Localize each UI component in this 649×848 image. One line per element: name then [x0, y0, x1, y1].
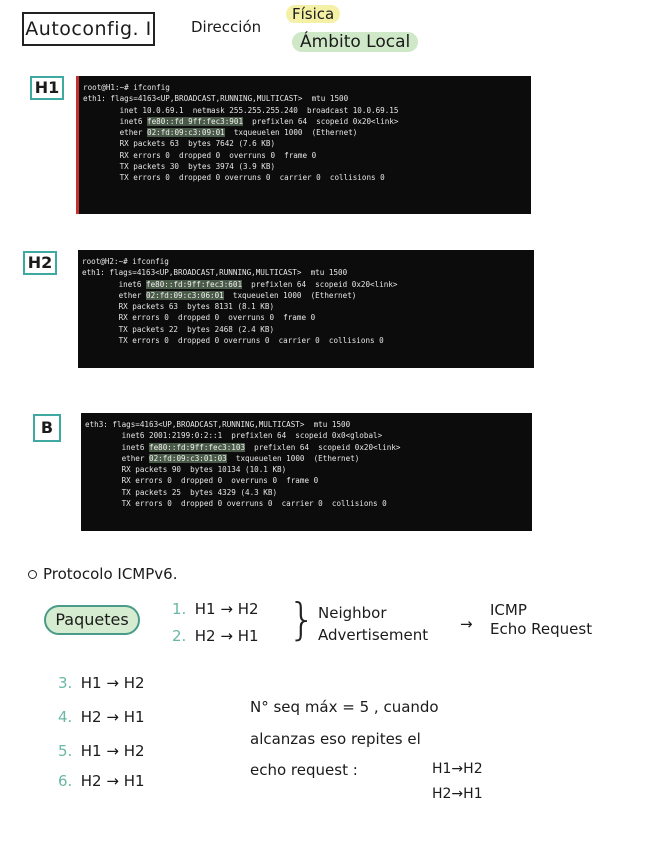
terminal-text: RX errors 0 dropped 0 overruns 0 frame 0	[85, 476, 319, 486]
highlighted-address: 02:fd:09:c3:06:01	[146, 290, 224, 300]
terminal-text: root@H2:~# ifconfig	[82, 257, 169, 266]
terminal-text: RX packets 63 bytes 8131 (8.1 KB)	[82, 302, 275, 312]
host-label-h2: H2	[23, 251, 57, 275]
terminal-text: eth1: flags=4163<UP,BROADCAST,RUNNING,MULTICAST> mtu 1500	[82, 268, 348, 278]
seq-note-line-2: alcanzas eso repites el	[250, 730, 421, 748]
protocol-text: Protocolo ICMPv6.	[43, 565, 178, 583]
terminal-line	[85, 453, 532, 464]
terminal-text: RX packets 90 bytes 10134 (10.1 KB)	[85, 465, 287, 475]
terminal-line	[83, 150, 531, 161]
terminal-text: TX packets 30 bytes 3974 (3.9 KB)	[83, 162, 276, 172]
terminal-text: eth1: flags=4163<UP,BROADCAST,RUNNING,MULTICAST> mtu 1500	[83, 94, 349, 104]
seq-note-line-1: N° seq máx = 5 , cuando	[250, 698, 439, 716]
terminal-text: ether	[85, 453, 150, 463]
step-number: 2.	[172, 627, 187, 645]
highlighted-address: fe80::fd:9ff:fec3:601	[146, 279, 243, 289]
terminal-line	[83, 93, 531, 104]
step-number: 1.	[172, 600, 187, 618]
terminal-text: prefixlen 64 scopeid 0x20<link>	[245, 442, 401, 452]
terminal-text: inet6 2001:2199:0:2::1 prefixlen 64 scopeid 0x0<global>	[85, 431, 383, 441]
seq-note-line-4: H1→H2	[432, 761, 483, 777]
terminal-b	[81, 413, 532, 531]
advertisement-text: Advertisement	[318, 626, 429, 644]
step-6	[58, 772, 145, 790]
step-2	[172, 627, 259, 645]
terminal-line	[82, 256, 534, 267]
step-1	[172, 600, 259, 618]
highlighted-address: fe80::fd 9ff:fec3:901	[147, 116, 244, 126]
terminal-text: inet 10.0.69.1 netmask 255.255.255.240 broadcast 10.0.69.15	[83, 105, 399, 115]
host-label-b: B	[33, 414, 61, 442]
terminal-text: RX errors 0 dropped 0 overruns 0 frame 0	[82, 313, 316, 323]
terminal-line	[83, 127, 531, 138]
highlighted-address: 02:fd:09:c3:09:01	[147, 128, 225, 138]
terminal-line	[82, 335, 534, 346]
terminal-text: RX packets 63 bytes 7642 (7.6 KB)	[83, 139, 276, 149]
terminal-text: ether	[82, 290, 147, 300]
step-3	[58, 674, 145, 692]
terminal-line	[83, 172, 531, 183]
page-title: Autoconfig. I	[22, 12, 155, 46]
terminal-text: root@H1:~# ifconfig	[83, 83, 170, 92]
terminal-line	[85, 487, 532, 498]
terminal-line	[85, 464, 532, 475]
terminal-text: TX errors 0 dropped 0 overruns 0 carrier 0 collisions 0	[85, 499, 387, 509]
terminal-text: inet6	[85, 442, 150, 452]
terminal-text: ether	[83, 128, 148, 138]
step-text: H2 → H1	[194, 627, 259, 645]
step-text: H2 → H1	[80, 772, 145, 790]
paquetes-label: Paquetes	[44, 605, 140, 635]
step-4	[58, 708, 145, 726]
terminal-h2	[78, 250, 534, 368]
step-number: 3.	[58, 674, 73, 692]
terminal-line	[82, 301, 534, 312]
step-text: H1 → H2	[80, 674, 145, 692]
icmp-text: ICMP	[490, 601, 527, 619]
terminal-line	[82, 312, 534, 323]
terminal-text: txqueuelen 1000 (Ethernet)	[223, 290, 357, 300]
terminal-text: inet6	[82, 279, 147, 289]
terminal-line	[82, 324, 534, 335]
terminal-line	[85, 475, 532, 486]
terminal-line	[83, 116, 531, 127]
terminal-text: txqueuelen 1000 (Ethernet)	[224, 128, 358, 138]
terminal-text: TX packets 25 bytes 4329 (4.3 KB)	[85, 487, 278, 497]
step-text: H1 → H2	[80, 742, 145, 760]
step-number: 5.	[58, 742, 73, 760]
terminal-line	[83, 138, 531, 149]
step-text: H2 → H1	[80, 708, 145, 726]
step-5	[58, 742, 145, 760]
terminal-line	[82, 267, 534, 278]
terminal-text: prefixlen 64 scopeid 0x20<link>	[243, 116, 399, 126]
host-label-h1: H1	[30, 76, 64, 100]
arrow-right-icon: →	[460, 615, 473, 633]
ambito-highlight	[292, 32, 418, 52]
fisica-highlight	[286, 5, 340, 23]
terminal-text: TX errors 0 dropped 0 overruns 0 carrier 0 collisions 0	[83, 173, 385, 183]
fisica-text: Física	[286, 5, 340, 23]
terminal-line	[83, 161, 531, 172]
brace-icon: }	[288, 594, 316, 645]
step-number: 4.	[58, 708, 73, 726]
terminal-line	[82, 279, 534, 290]
terminal-line	[82, 290, 534, 301]
ambito-text: Ámbito Local	[292, 32, 418, 52]
terminal-line	[85, 419, 532, 430]
terminal-line	[83, 105, 531, 116]
terminal-line	[85, 442, 532, 453]
terminal-text: RX errors 0 dropped 0 overruns 0 frame 0	[83, 150, 317, 160]
seq-note-line-5: H2→H1	[432, 786, 483, 802]
terminal-line	[83, 82, 531, 93]
highlighted-address: fe80::fd:9ff:fec3:103	[149, 442, 246, 452]
echo-request-text: Echo Request	[490, 620, 593, 638]
terminal-text: inet6	[83, 116, 148, 126]
highlighted-address: 02:fd:09:c3:01:03	[149, 453, 227, 463]
seq-note-line-3: echo request :	[250, 761, 358, 779]
direccion-label: Dirección	[191, 18, 262, 36]
terminal-text: txqueuelen 1000 (Ethernet)	[226, 453, 360, 463]
terminal-h1	[76, 76, 531, 214]
step-text: H1 → H2	[194, 600, 259, 618]
protocol-note	[28, 565, 177, 583]
terminal-text: TX errors 0 dropped 0 overruns 0 carrier 0 collisions 0	[82, 336, 384, 346]
neighbor-text: Neighbor	[318, 604, 387, 622]
terminal-text: TX packets 22 bytes 2468 (2.4 KB)	[82, 324, 275, 334]
terminal-line	[85, 498, 532, 509]
step-number: 6.	[58, 772, 73, 790]
terminal-text: prefixlen 64 scopeid 0x20<link>	[242, 279, 398, 289]
terminal-line	[85, 430, 532, 441]
bullet-icon	[28, 570, 37, 579]
terminal-text: eth3: flags=4163<UP,BROADCAST,RUNNING,MULTICAST> mtu 1500	[85, 420, 351, 429]
